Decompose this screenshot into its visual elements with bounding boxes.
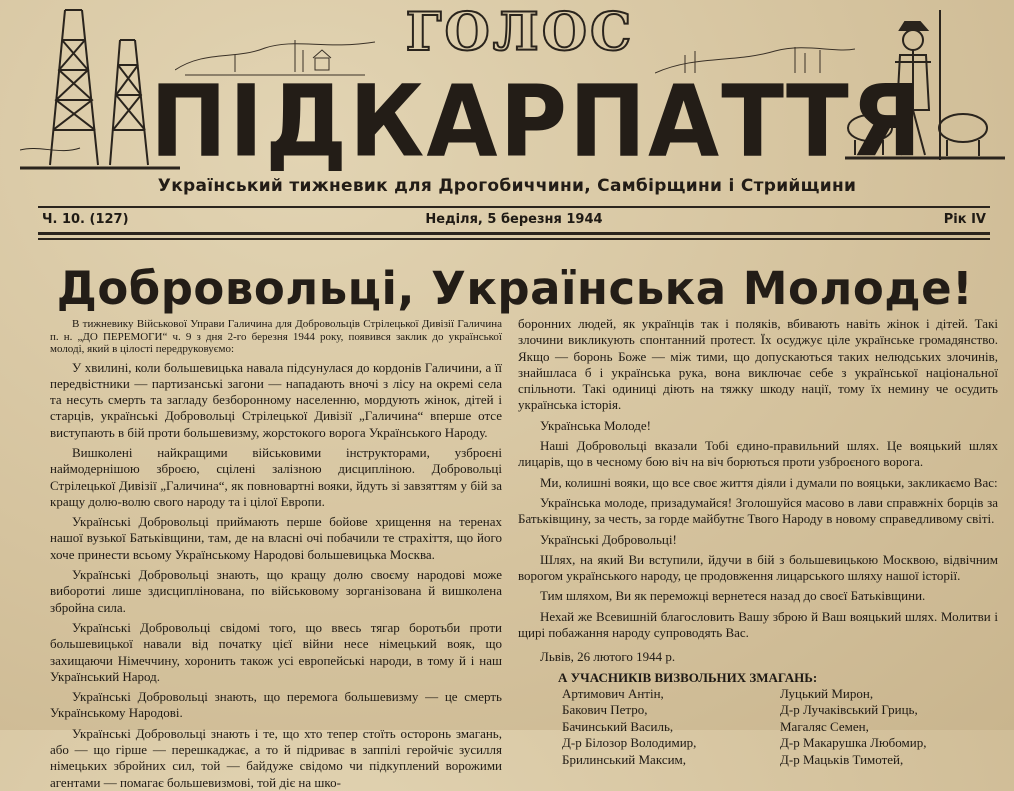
article-intro: В тижневику Військової Управи Галичина для Добровольців Стрілецької Дивізії Галичина п. н. „ДО ПЕРЕМОГИ“ ч. 9 з дня 2-го березня 1944 року, появився заклик до української молоді, який в цілості передруковуємо: xyxy=(50,318,502,355)
paragraph: У хвилині, коли большевицька навала підсунулася до кордонів Галичини, а її передвістники — партизанські загони — нападають вночі з лісу на окремі села та несуть смерть та загладу безборонному населенню, мордують жінок, дітей і старців, українські Добровольці Стрілецької Дивізії „Галичина“ вперше отсе виступають в бій проти большевизму, жорстокого ворога Українського Народу. xyxy=(50,359,502,440)
masthead-title-top: ГОЛОС xyxy=(405,2,635,63)
paragraph: Українські Добровольці знають і те, що хто тепер стоїть осторонь змагань, або — що гірше — перешкаджає, а то й підриває в заппілі геройчіє зусилля німецьких збройних сил, той — байдуже свідомо чи підкуплений ворожими агентами — помагає большевизмові, той діє на шко- xyxy=(50,725,502,790)
masthead xyxy=(0,0,1014,200)
signatory-name: Д-р Макарушка Любомир, xyxy=(780,735,927,751)
masthead-subtitle: Український тижневик для Дрогобиччини, Самбірщини і Стрийщини xyxy=(157,176,857,196)
place-and-date: Львів, 26 лютого 1944 р. xyxy=(540,649,676,665)
article-column-left xyxy=(50,318,502,791)
paragraph: Наші Добровольці вказали Тобі єдино-правильний шлях. Це вояцький шлях лицарів, що в чесному бою віч на віч борються проти узброєного ворога. xyxy=(518,438,998,470)
paragraph: Нехай же Всевишній благословить Вашу зброю й Ваш вояцький шлях. Молитви і щирі побажання народу супроводять Вас. xyxy=(518,608,998,641)
article-column-right xyxy=(518,316,998,768)
paragraph: Шлях, на який Ви вступили, йдучи в бій з большевицькою Москвою, відвічним ворогом українського народу, це продовження лицарського шляху нашої історії. xyxy=(518,551,998,584)
signatory-name: Бачинський Василь, xyxy=(562,718,674,734)
headline: Добровольці, Українська Молоде! xyxy=(56,262,974,315)
signatories-list xyxy=(518,686,998,769)
signatory-name: Артимович Антін, xyxy=(562,685,664,701)
signatories-column-right xyxy=(780,686,998,769)
paragraph: Українські Добровольці знають, що перемога большевизму — це смерть Українському Народові. xyxy=(50,689,502,721)
signatory-name: Д-р Лучаківський Гриць, xyxy=(780,702,918,718)
signatory-name: Бакович Петро, xyxy=(562,702,648,718)
divider-bottom xyxy=(38,232,990,235)
signatories-column-left xyxy=(562,686,780,769)
dateline xyxy=(38,212,990,232)
signatory-name: Д-р Мацьків Тимотей, xyxy=(780,751,904,767)
paragraph: Вишколені найкращими військовими інструкторами, узброєні наймодернішою зброєю, сцілені залізною дисципліною. Добровольці Стрілецької Дивізії „Галичина“, як повновартні вояки, йдуть зі завзяттям у бій за кращу долю-волю свого народу та і цілої Европи. xyxy=(50,444,502,509)
signatory-name: Магаляс Семен, xyxy=(780,718,869,734)
masthead-title-main: ПІДКАРПАТТЯ xyxy=(150,63,924,180)
paragraph: Тим шляхом, Ви як переможці вернетеся назад до своєї Батьківщини. xyxy=(540,588,926,604)
signatory-name: Д-р Білозор Володимир, xyxy=(562,735,697,751)
signatories-heading: А УЧАСНИКІВ ВИЗВОЛЬНИХ ЗМАГАНЬ: xyxy=(558,669,818,685)
issue-date: Неділя, 5 березня 1944 xyxy=(425,212,603,227)
greeting: Українські Добровольці! xyxy=(540,531,677,547)
paragraph: боронних людей, як українців так і поляків, вбивають навіть жінок і дітей. Такі злочини викликують спонтанний протест. Їх осуджує ціле українське громадянство. Якщо — боронь Боже — між тими, що допускаються таких нелюдських злочинів, знайшласа б і українська рука, вона виключає себе з української національної спільноти. Такі одиниці діють на тяжку шкоду нації, тому їх немину че осудить українська історія. xyxy=(518,316,998,413)
greeting: Українська Молоде! xyxy=(540,417,651,433)
divider-top xyxy=(38,206,990,208)
signatory-name: Брилинський Максим, xyxy=(562,751,687,767)
issue-number: Ч. 10. (127) xyxy=(42,212,129,227)
paragraph: Українська молоде, призадумайся! Зголошуйся масово в лави справжніх борців за Батьківщину, за честь, за горде майбутнє Твого Народу в новому справедливому світі. xyxy=(518,494,998,527)
divider-bottom-thin xyxy=(38,238,990,240)
signatory-name: Луцький Мирон, xyxy=(780,685,874,701)
paragraph: Ми, колишні вояки, що все своє життя діяли і думали по вояцьки, закликаємо Вас: xyxy=(540,474,998,490)
paragraph: Українські Добровольці свідомі того, що ввесь тягар боротьби проти большевицької навали від початку цієї війни несе німецький вояк, що захищаючи Німеччину, хоронить також усі европейські народи, в тому й і наш Український Народ. xyxy=(50,619,502,684)
issue-year: Рік IV xyxy=(943,212,986,227)
paragraph: Українські Добровольці знають, що кращу долю своєму народові може виборотиі лише здисциплінована, по військовому зорганізована й вишколена збройна сила. xyxy=(50,567,502,615)
paragraph: Українські Добровольці приймають перше бойове хрищення на теренах нашої вузької Батьківщини, там, де на власні очі побачили те страхіття, що його хоче принести всьому Українському Народові большевицька Москва. xyxy=(50,514,502,562)
